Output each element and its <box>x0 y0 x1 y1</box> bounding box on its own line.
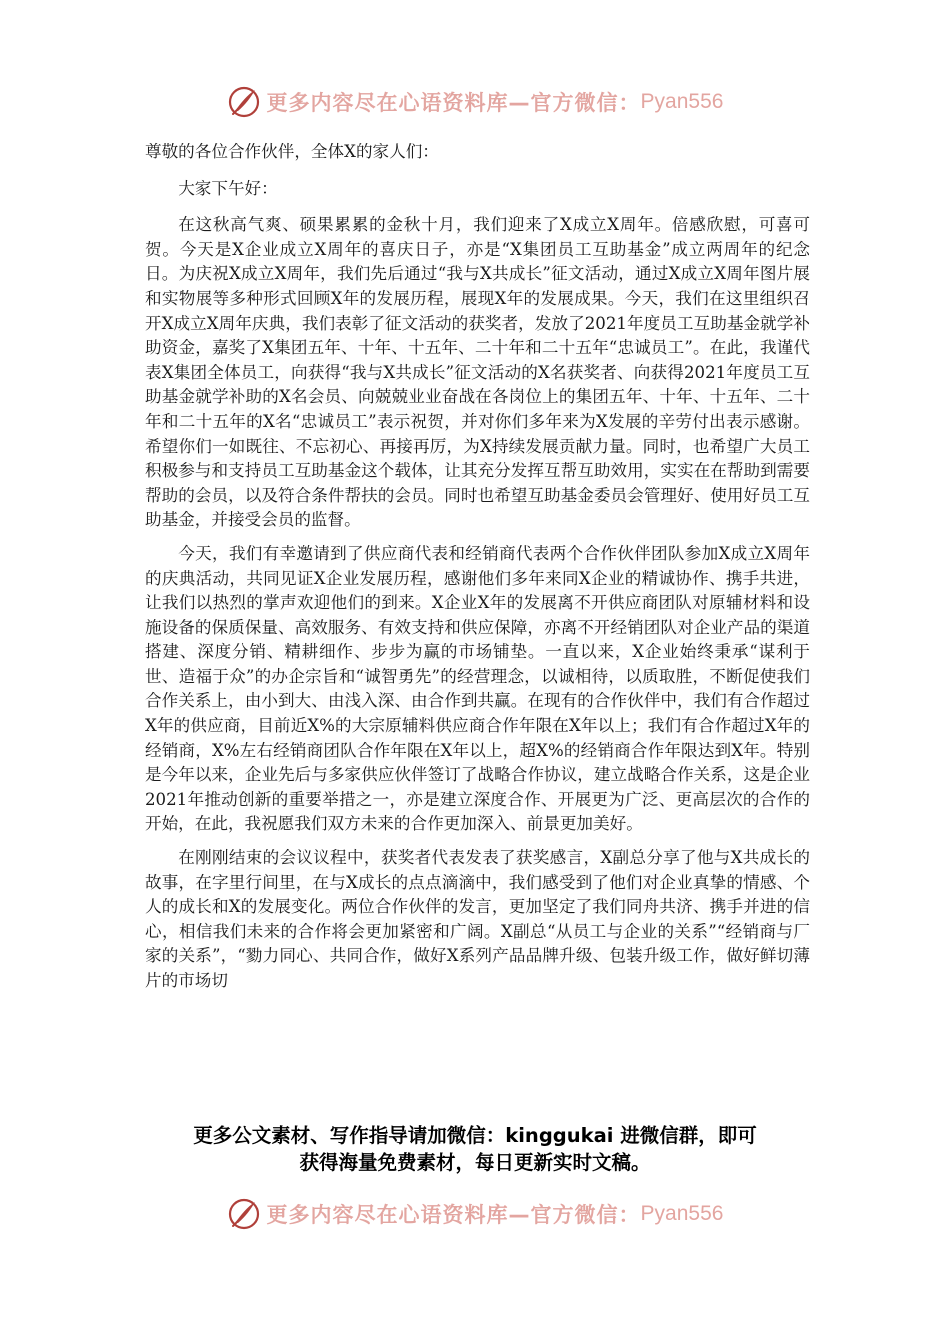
quill-logo-icon <box>227 85 261 119</box>
footer-banner <box>0 1194 950 1234</box>
quill-logo-icon <box>227 1197 261 1231</box>
header-banner-text: 更多内容尽在心语资料库—官方微信： <box>266 91 641 115</box>
footer-banner-text: 更多内容尽在心语资料库—官方微信： <box>266 1203 641 1227</box>
header-wechat-id: Pyan556 <box>640 90 724 113</box>
promo-line-1: 更多公文素材、写作指导请加微信：kinggukai 进微信群，即可 <box>193 1124 757 1147</box>
promo-line-2: 获得海量免费素材，每日更新实时文稿。 <box>299 1151 651 1174</box>
footer-wechat-id: Pyan556 <box>640 1202 724 1225</box>
document-body <box>145 140 810 1003</box>
header-banner <box>0 82 950 122</box>
promo-notice <box>120 1122 830 1176</box>
greeting: 大家下午好： <box>178 178 278 198</box>
paragraph-2: 今天，我们有幸邀请到了供应商代表和经销商代表两个合作伙伴团队参加X成立X周年的庆典活动，共同见证X企业发展历程，感谢他们多年来同X企业的精诚协作、携手共进，让我们以热烈的掌声欢迎他们的到来。X企业X年的发展离不开供应商团队对原辅材料和设施设备的保质保量、高效服务、有效支持和供应保障，亦离不开经销团队对企业产品的渠道搭建、深度分销、精耕细作、步步为赢的市场铺垫。一直以来，X企业始终秉承“谋利于世、造福于众”的办企宗旨和“诚智勇先”的经营理念，以诚相待，以质取胜，不断促使我们合作关系上，由小到大、由浅入深、由合作到共赢。在现有的合作伙伴中，我们有合作超过X年的供应商，目前近X%的大宗原辅料供应商合作年限在X年以上；我们有合作超过X年的经销商，X%左右经销商团队合作年限在X年以上，超X%的经销商合作年限达到X年。特别是今年以来，企业先后与多家供应伙伴签订了战略合作协议，建立战略合作关系，这是企业2021年推动创新的重要举措之一，亦是建立深度合作、开展更为广泛、更高层次的合作的开始，在此，我祝愿我们双方未来的合作更加深入、前景更加美好。 <box>145 543 810 834</box>
salutation: 尊敬的各位合作伙伴，全体X的家人们： <box>145 142 439 161</box>
paragraph-1: 在这秋高气爽、硕果累累的金秋十月，我们迎来了X成立X周年。倍感欣慰，可喜可贺。今天是X企业成立X周年的喜庆日子，亦是“X集团员工互助基金”成立两周年的纪念日。为庆祝X成立X周年，我们先后通过“我与X共成长”征文活动，通过X成立X周年图片展和实物展等多种形式回顾X年的发展历程，展现X年的发展成果。今天，我们在这里组织召开X成立X周年庆典，我们表彰了征文活动的获奖者，发放了2021年度员工互助基金就学补助资金，嘉奖了X集团五年、十年、十五年、二十年和二十五年“忠诚员工”。在此，我谨代表X集团全体员工，向获得“我与X共成长”征文活动的X名获奖者、向获得2021年度员工互助基金就学补助的X名会员、向兢兢业业奋战在各岗位上的集团五年、十年、十五年、二十年和二十五年的X名“忠诚员工”表示祝贺，并对你们多年来为X发展的辛劳付出表示感谢。希望你们一如既往、不忘初心、再接再厉，为X持续发展贡献力量。同时，也希望广大员工积极参与和支持员工互助基金这个载体，让其充分发挥互帮互助效用，实实在在帮助到需要帮助的会员，以及符合条件帮扶的会员。同时也希望互助基金委员会管理好、使用好员工互助基金，并接受会员的监督。 <box>145 215 810 530</box>
paragraph-3: 在刚刚结束的会议议程中，获奖者代表发表了获奖感言，X副总分享了他与X共成长的故事，在字里行间里，在与X成长的点点滴滴中，我们感受到了他们对企业真挚的情感、个人的成长和X的发展变化。两位合作伙伴的发言，更加坚定了我们同舟共济、携手并进的信心，相信我们未来的合作将会更加紧密和广阔。X副总“从员工与企业的关系”“经销商与厂家的关系”，“勠力同心、共同合作，做好X系列产品品牌升级、包装升级工作，做好鲜切薄片的市场切 <box>145 848 810 990</box>
